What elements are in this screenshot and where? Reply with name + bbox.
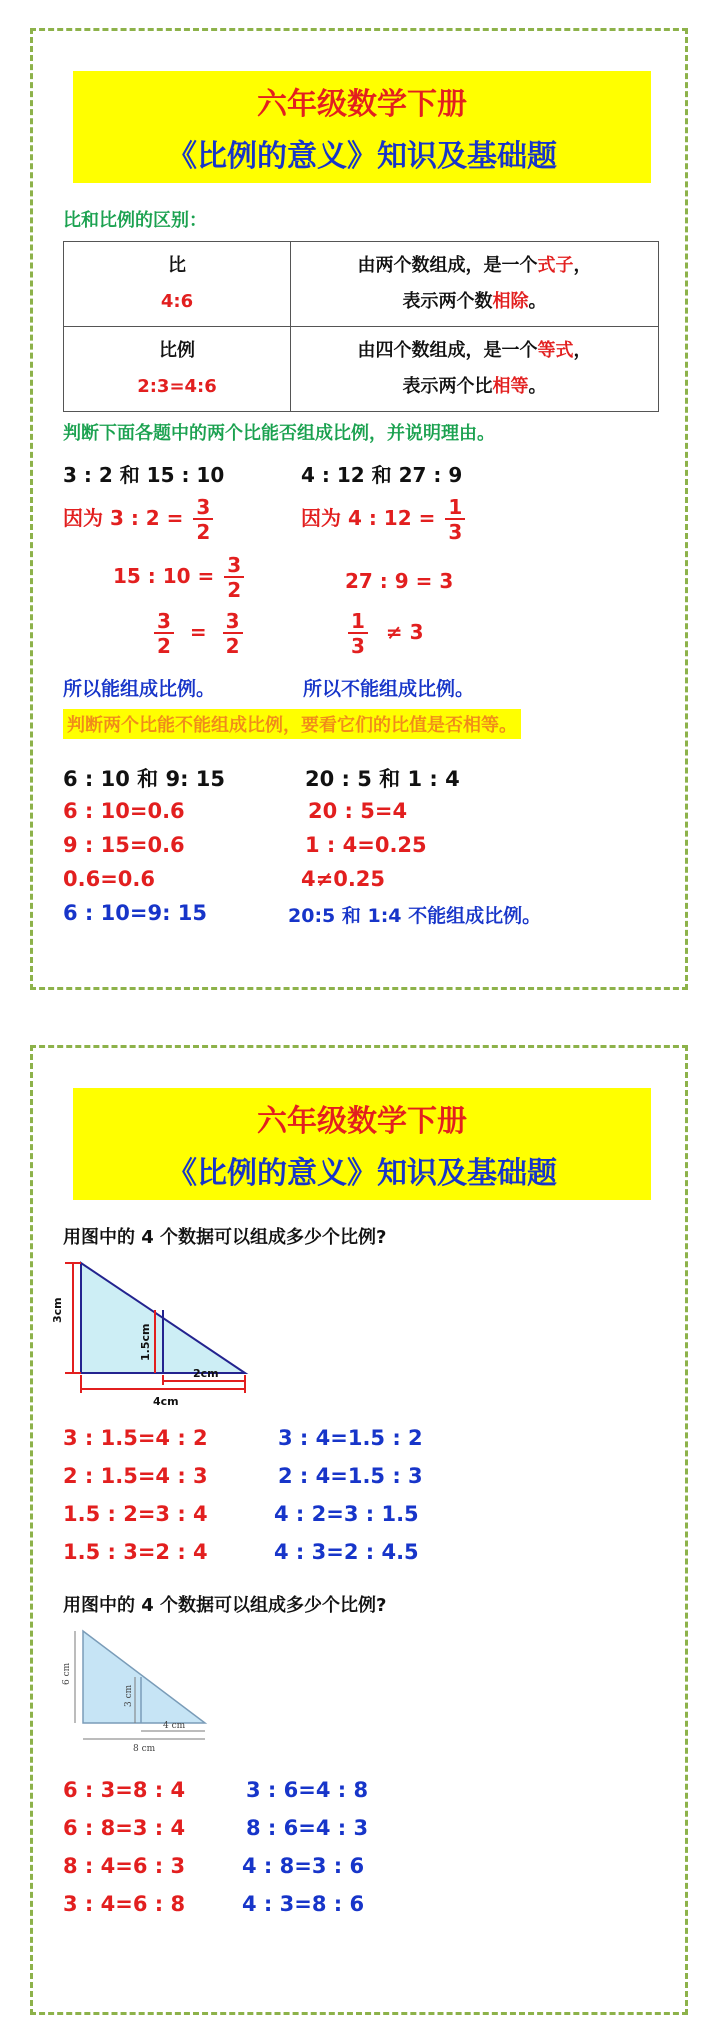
tip-highlight: 判断两个比能不能组成比例，要看它们的比值是否相等。: [63, 709, 521, 739]
q2-left-2: 8 : 4=6 : 3: [63, 1854, 186, 1878]
left-pair: 3 : 2 和 15 : 10: [63, 463, 225, 487]
left-step3: $\frac{3}{2}$ = $\frac{3}{2}$: [151, 611, 246, 656]
ex-right-2: 1 : 4=0.25: [305, 833, 427, 857]
desc-line: 由两个数组成，是一个式子，: [357, 255, 592, 276]
title-line1: 六年级数学下册: [257, 87, 467, 122]
q2-right-1: 8 : 6=4 : 3: [246, 1816, 369, 1840]
label-8cm: 8 cm: [133, 1744, 156, 1754]
q2-left-3: 3 : 4=6 : 8: [63, 1892, 186, 1916]
title-banner: [73, 71, 651, 183]
label-2cm: 2cm: [193, 1367, 219, 1380]
q1-left-0: 3 : 1.5=4 : 2: [63, 1426, 208, 1450]
q1-right-3: 4 : 3=2 : 4.5: [274, 1540, 419, 1564]
left-conclusion: 所以能组成比例。: [63, 678, 216, 700]
title-line2: 《比例的意义》知识及基础题: [167, 139, 557, 174]
desc-line: 由四个数组成，是一个等式，: [357, 340, 592, 361]
label-4cm: 4cm: [153, 1395, 179, 1408]
fraction: $\frac{1}{3}$: [348, 611, 368, 656]
fraction: $\frac{1}{3}$: [445, 497, 465, 542]
right-because: 因为 4 : 12 = $\frac{1}{3}$: [301, 497, 468, 542]
desc-line: 表示两个比相等。: [402, 376, 547, 397]
ex-right-4: 20:5 和 1:4 不能组成比例。: [288, 905, 542, 927]
q2-right-0: 3 : 6=4 : 8: [246, 1778, 369, 1802]
q2-left-1: 6 : 8=3 : 4: [63, 1816, 186, 1840]
q1-right-0: 3 : 4=1.5 : 2: [278, 1426, 423, 1450]
q1-left-1: 2 : 1.5=4 : 3: [63, 1464, 208, 1488]
right-step3: $\frac{1}{3}$ ≠ 3: [345, 611, 424, 656]
triangle-figure-2: [55, 1623, 235, 1763]
right-conclusion: 所以不能组成比例。: [303, 678, 475, 700]
table-cell-term: [64, 327, 291, 412]
ex-right-0: 20 : 5 和 1 : 4: [305, 767, 460, 791]
ex-left-1: 6 : 10=0.6: [63, 799, 185, 823]
fraction: $\frac{3}{2}$: [223, 611, 243, 656]
fraction: $\frac{3}{2}$: [193, 497, 213, 542]
left-step2: 15 : 10 = $\frac{3}{2}$: [113, 555, 247, 600]
q2-left-0: 6 : 3=8 : 4: [63, 1778, 186, 1802]
q1-right-2: 4 : 2=3 : 1.5: [274, 1502, 419, 1526]
desc-line: 表示两个数相除。: [402, 291, 547, 312]
label-3cm-small: 3 cm: [124, 1684, 134, 1707]
table-row: [64, 242, 659, 327]
table-cell-term: [64, 242, 291, 327]
right-pair: 4 : 12 和 27 : 9: [301, 463, 463, 487]
term-label: 比: [168, 255, 186, 276]
left-because: 因为 3 : 2 = $\frac{3}{2}$: [63, 497, 216, 542]
ex-right-3: 4≠0.25: [301, 867, 386, 891]
q2-right-2: 4 : 8=3 : 6: [242, 1854, 365, 1878]
q1-left-3: 1.5 : 3=2 : 4: [63, 1540, 208, 1564]
table-cell-desc: [291, 327, 659, 412]
card-exercises: [30, 1045, 688, 2015]
term-example: 2:3=4:6: [137, 376, 217, 397]
card-comparison: [30, 28, 688, 990]
table-row: [64, 327, 659, 412]
fraction: $\frac{3}{2}$: [154, 611, 174, 656]
title-banner: [73, 1088, 651, 1200]
question-2: 用图中的 4 个数据可以组成多少个比例?: [63, 1595, 387, 1616]
term-label: 比例: [159, 340, 195, 361]
title-line2: 《比例的意义》知识及基础题: [167, 1156, 557, 1191]
ex-left-0: 6 : 10 和 9: 15: [63, 767, 226, 791]
q2-right-3: 4 : 3=8 : 6: [242, 1892, 365, 1916]
section-heading: 比和比例的区别：: [63, 210, 207, 231]
title-line1: 六年级数学下册: [257, 1104, 467, 1139]
ex-right-1: 20 : 5=4: [308, 799, 408, 823]
fraction: $\frac{3}{2}$: [224, 555, 244, 600]
ex-left-3: 0.6=0.6: [63, 867, 155, 891]
label-3cm: 3cm: [51, 1297, 64, 1323]
question-text: 判断下面各题中的两个比能否组成比例，并说明理由。: [63, 423, 495, 444]
label-4cm: 4 cm: [163, 1721, 186, 1731]
right-step2: 27 : 9 = 3: [345, 569, 454, 593]
ex-left-2: 9 : 15=0.6: [63, 833, 185, 857]
triangle-figure-1: [53, 1253, 283, 1413]
term-example: 4:6: [160, 291, 194, 312]
q1-left-2: 1.5 : 2=3 : 4: [63, 1502, 208, 1526]
table-cell-desc: [291, 242, 659, 327]
comparison-table: [63, 241, 659, 412]
question-1: 用图中的 4 个数据可以组成多少个比例?: [63, 1227, 387, 1248]
label-6cm: 6 cm: [62, 1662, 72, 1685]
ex-left-4: 6 : 10=9: 15: [63, 901, 207, 925]
label-1-5cm: 1.5cm: [139, 1323, 152, 1361]
q1-right-1: 2 : 4=1.5 : 3: [278, 1464, 423, 1488]
